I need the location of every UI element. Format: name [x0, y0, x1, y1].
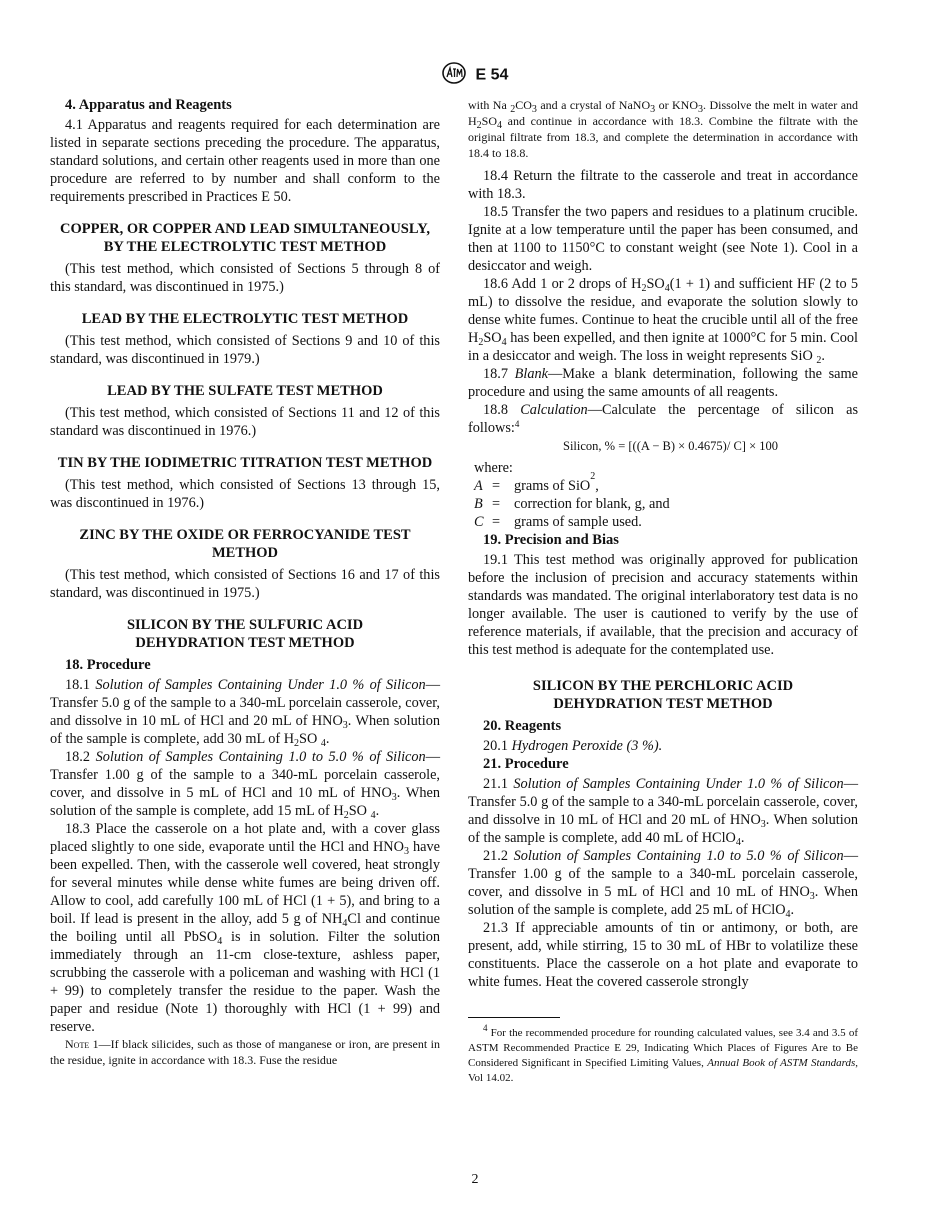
- page-number: 2: [471, 1172, 479, 1187]
- para-copper: (This test method, which consisted of Sections 5 through 8 of this standard, was discontinued in 1975.): [50, 261, 440, 295]
- heading-copper: COPPER, OR COPPER AND LEAD SIMULTANEOUSLY, BY THE ELECTROLYTIC TEST METHOD: [60, 221, 430, 255]
- silicon-equation: Silicon, % = [((A − B) × 0.4675)/ C] × 100: [563, 439, 778, 453]
- standard-code: E 54: [475, 66, 509, 84]
- note-1-continued: with Na $_2CO_3$ and a crystal of NaNO$_3$ or $KNO_3$. Dissolve the melt in water and $H_2SO_4$ and continue in accordance with 18.3. Combine the filtrate with the original filtrate from 18.3, and complete the determination in accordance with 18.4 to 18.8.: [468, 98, 859, 160]
- section-18-title: 18. Procedure: [65, 657, 151, 673]
- para-4-1: 4.1 Apparatus and reagents required for each determination are listed in separate sections preceding the procedure. The apparatus, standard solutions, and certain other reagents used in more than one procedure are referred to by number and shall conform to the requirements prescribed in Practices E 50.: [50, 117, 440, 205]
- where-label: where:: [474, 460, 513, 476]
- page-header: [0, 62, 950, 89]
- footnote-4: $^4$ For the recommended procedure for rounding calculated values, see 3.4 and 3.5 of ASTM Recommended Practice E 29, Indicating Which Places of Figures Are to Be Considered Significant in Specified Limiting Values, Annual Book of ASTM Standards, Vol 14.02.: [468, 1023, 858, 1084]
- para-18-7: 18.7 Blank—Make a blank determination, following the same procedure and using the same amounts of all reagents.: [468, 366, 858, 400]
- where-item-c: C = grams of sample used.: [474, 514, 642, 530]
- para-21-1: 21.1 Solution of Samples Containing Under 1.0 % of Silicon—Transfer 5.0 g of the sample to a 340-mL porcelain casserole, cover, and dissolve in 10 mL of HCl and 20 mL of $HNO_3$. When solution of the sample is complete, add 40 mL of HClO$_4$.: [468, 776, 858, 848]
- para-lead-sulfate: (This test method, which consisted of Sections 11 and 12 of this standard was discontinued in 1976.): [50, 405, 440, 439]
- para-tin: (This test method, which consisted of Sections 13 through 15, was discontinued in 1976.): [50, 477, 440, 511]
- para-18-8: 18.8 Calculation—Calculate the percentage of silicon as follows:$^4$: [468, 402, 859, 436]
- note-1: Note 1—If black silicides, such as those of manganese or iron, are present in the residue, ignite in accordance with 18.3. Fuse the residue: [50, 1037, 440, 1067]
- para-lead-electrolytic: (This test method, which consisted of Sections 9 and 10 of this standard, was discontinued in 1979.): [50, 333, 440, 367]
- where-item-a: A = grams of SiO 2 ,: [474, 471, 599, 494]
- astm-logo-icon: [442, 62, 466, 89]
- heading-lead-sulfate: LEAD BY THE SULFATE TEST METHOD: [107, 383, 383, 399]
- para-18-4: 18.4 Return the filtrate to the casserole and treat in accordance with 18.3.: [468, 168, 858, 202]
- heading-silicon-perchloric: SILICON BY THE PERCHLORIC ACID DEHYDRATION TEST METHOD: [532, 678, 794, 712]
- para-18-6: 18.6 Add 1 or 2 drops of $H_2SO_4(1 + 1)$ and sufficient HF (2 to 5 mL) to dissolve the residue, and evaporate the solution slowly to dense white fumes. Continue to heat the crucible until all of the free $H_2SO_4$ has been expelled, and then ignite at 1000°C for 5 min. Cool in a desiccator and weigh. The loss in weight represents SiO $_2$.: [468, 276, 858, 366]
- para-19-1: 19.1 This test method was originally approved for publication before the inclusion of precision and accuracy statements within standards was mandated. The original interlaboratory test data is no longer available. The user is cautioned to verify by the use of reference materials, if available, that the precision and accuracy of this test method is adequate for the contemplated use.: [468, 552, 858, 658]
- section-4-title: 4. Apparatus and Reagents: [65, 97, 232, 113]
- para-18-1: 18.1 Solution of Samples Containing Under 1.0 % of Silicon—Transfer 5.0 g of the sample to a 340-mL porcelain casserole, cover, and dissolve in 10 mL of HCl and 20 mL of $HNO_3$. When solution of the sample is complete, add 30 mL of $H_2SO$ $_4$.: [50, 677, 440, 749]
- left-column: [50, 96, 440, 1068]
- where-item-b: B = correction for blank, g, and: [474, 496, 670, 512]
- heading-tin: TIN BY THE IODIMETRIC TITRATION TEST METHOD: [57, 455, 433, 471]
- where-block: [468, 459, 858, 531]
- heading-silicon-sulfuric: SILICON BY THE SULFURIC ACID DEHYDRATION TEST METHOD: [126, 617, 364, 651]
- section-19-title: 19. Precision and Bias: [483, 532, 619, 548]
- heading-zinc: ZINC BY THE OXIDE OR FERROCYANIDE TEST METHOD: [79, 527, 411, 561]
- right-column: [468, 97, 858, 1086]
- footnote-divider: [468, 1017, 560, 1018]
- para-18-5: 18.5 Transfer the two papers and residues to a platinum crucible. Ignite at a low temperature until the paper has been consumed, and then at 1100 to 1150°C to constant weight (see Note 1). Cool in a desiccator and weigh.: [468, 204, 858, 274]
- section-21-title: 21. Procedure: [483, 756, 569, 772]
- footnote-ref: 4: [514, 419, 520, 429]
- para-18-3: 18.3 Place the casserole on a hot plate and, with a cover glass placed slightly to one side, evaporate until the HCl and $HNO_3$ have been expelled. Then, with the casserole well covered, heat strongly for several minutes while dense white fumes are being driven off. Allow to cool, add carefully 100 mL of HCl (1 + 5), and bring to a boil. If lead is present in the alloy, add 5 g of $NH_4Cl$ and continue the boiling until all PbSO$_4$ is in solution. Filter the solution immediately through an 11-cm close-texture, ashless paper, scrubbing the casserole with a policeman and washing with HCl (1 + 99) to completely transfer the residue to the paper. Wash the paper and residue (Note 1) thoroughly with HCl (1 + 99) and reserve.: [50, 821, 440, 1035]
- para-zinc: (This test method, which consisted of Sections 16 and 17 of this standard, was discontinued in 1975.): [50, 567, 440, 601]
- heading-lead-electrolytic: LEAD BY THE ELECTROLYTIC TEST METHOD: [81, 311, 409, 327]
- para-20-1: 20.1 Hydrogen Peroxide (3 %).: [483, 738, 663, 754]
- para-21-3: 21.3 If appreciable amounts of tin or antimony, or both, are present, add, while stirring, 15 to 30 mL of HBr to volatilize these constituents. Place the casserole on a hot plate and evaporate to white fumes. Heat the covered casserole strongly: [468, 920, 858, 990]
- para-18-2: 18.2 Solution of Samples Containing 1.0 to 5.0 % of Silicon—Transfer 1.00 g of the sample to a 340-mL porcelain casserole, cover, and dissolve in 5 mL of HCl and 10 mL of $HNO_3$. When solution of the sample is complete, add 15 mL of $H_2SO$ $_4$.: [50, 749, 440, 821]
- section-20-title: 20. Reagents: [483, 718, 562, 734]
- para-21-2: 21.2 Solution of Samples Containing 1.0 to 5.0 % of Silicon—Transfer 1.00 g of the sample to a 340-mL porcelain casserole, cover, and dissolve in 5 mL of HCl and 10 mL of $HNO_3$. When solution of the sample is complete, add 25 mL of HClO$_4$.: [468, 848, 858, 920]
